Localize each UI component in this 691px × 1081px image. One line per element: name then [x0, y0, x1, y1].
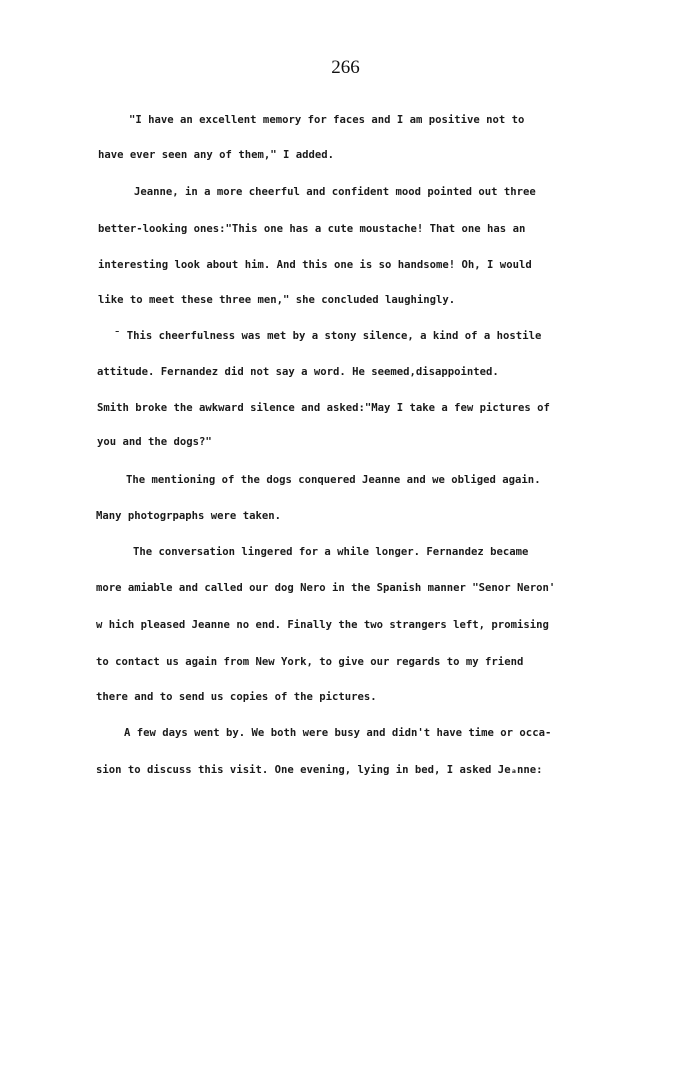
page-number: 266: [331, 57, 360, 78]
text-line: Smith broke the awkward silence and asked:"May I take a few pictures of: [97, 402, 550, 414]
text-line: like to meet these three men," she concluded laughingly.: [98, 294, 456, 306]
text-line: sion to discuss this visit. One evening, lying in bed, I asked Jeₐnne:: [96, 764, 543, 776]
text-line: have ever seen any of them," I added.: [98, 149, 334, 161]
text-line: you and the dogs?": [97, 436, 212, 448]
text-line: "I have an excellent memory for faces and I am positive not to: [129, 114, 525, 126]
text-line: better-looking ones:"This one has a cute moustache! That one has an: [98, 223, 526, 235]
text-line: there and to send us copies of the pictures.: [96, 691, 377, 703]
text-line: interesting look about him. And this one is so handsome! Oh, I would: [98, 259, 532, 271]
text-line: The conversation lingered for a while longer. Fernandez became: [133, 546, 529, 558]
text-line: attitude. Fernandez did not say a word. He seemed,disappointed.: [97, 366, 499, 378]
text-line: more amiable and called our dog Nero in the Spanish manner "Senor Neron': [96, 582, 556, 594]
text-line: to contact us again from New York, to give our regards to my friend: [96, 656, 524, 668]
text-line: Jeanne, in a more cheerful and confident mood pointed out three: [134, 186, 536, 198]
text-line: Many photogrpaphs were taken.: [96, 510, 281, 522]
text-line: The mentioning of the dogs conquered Jeanne and we obliged again.: [126, 474, 541, 486]
text-line: A few days went by. We both were busy and didn't have time or occa-: [124, 727, 552, 739]
text-line: w hich pleased Jeanne no end. Finally the two strangers left, promising: [96, 619, 549, 631]
text-line: ˉ This cheerfulness was met by a stony silence, a kind of a hostile: [114, 330, 542, 342]
